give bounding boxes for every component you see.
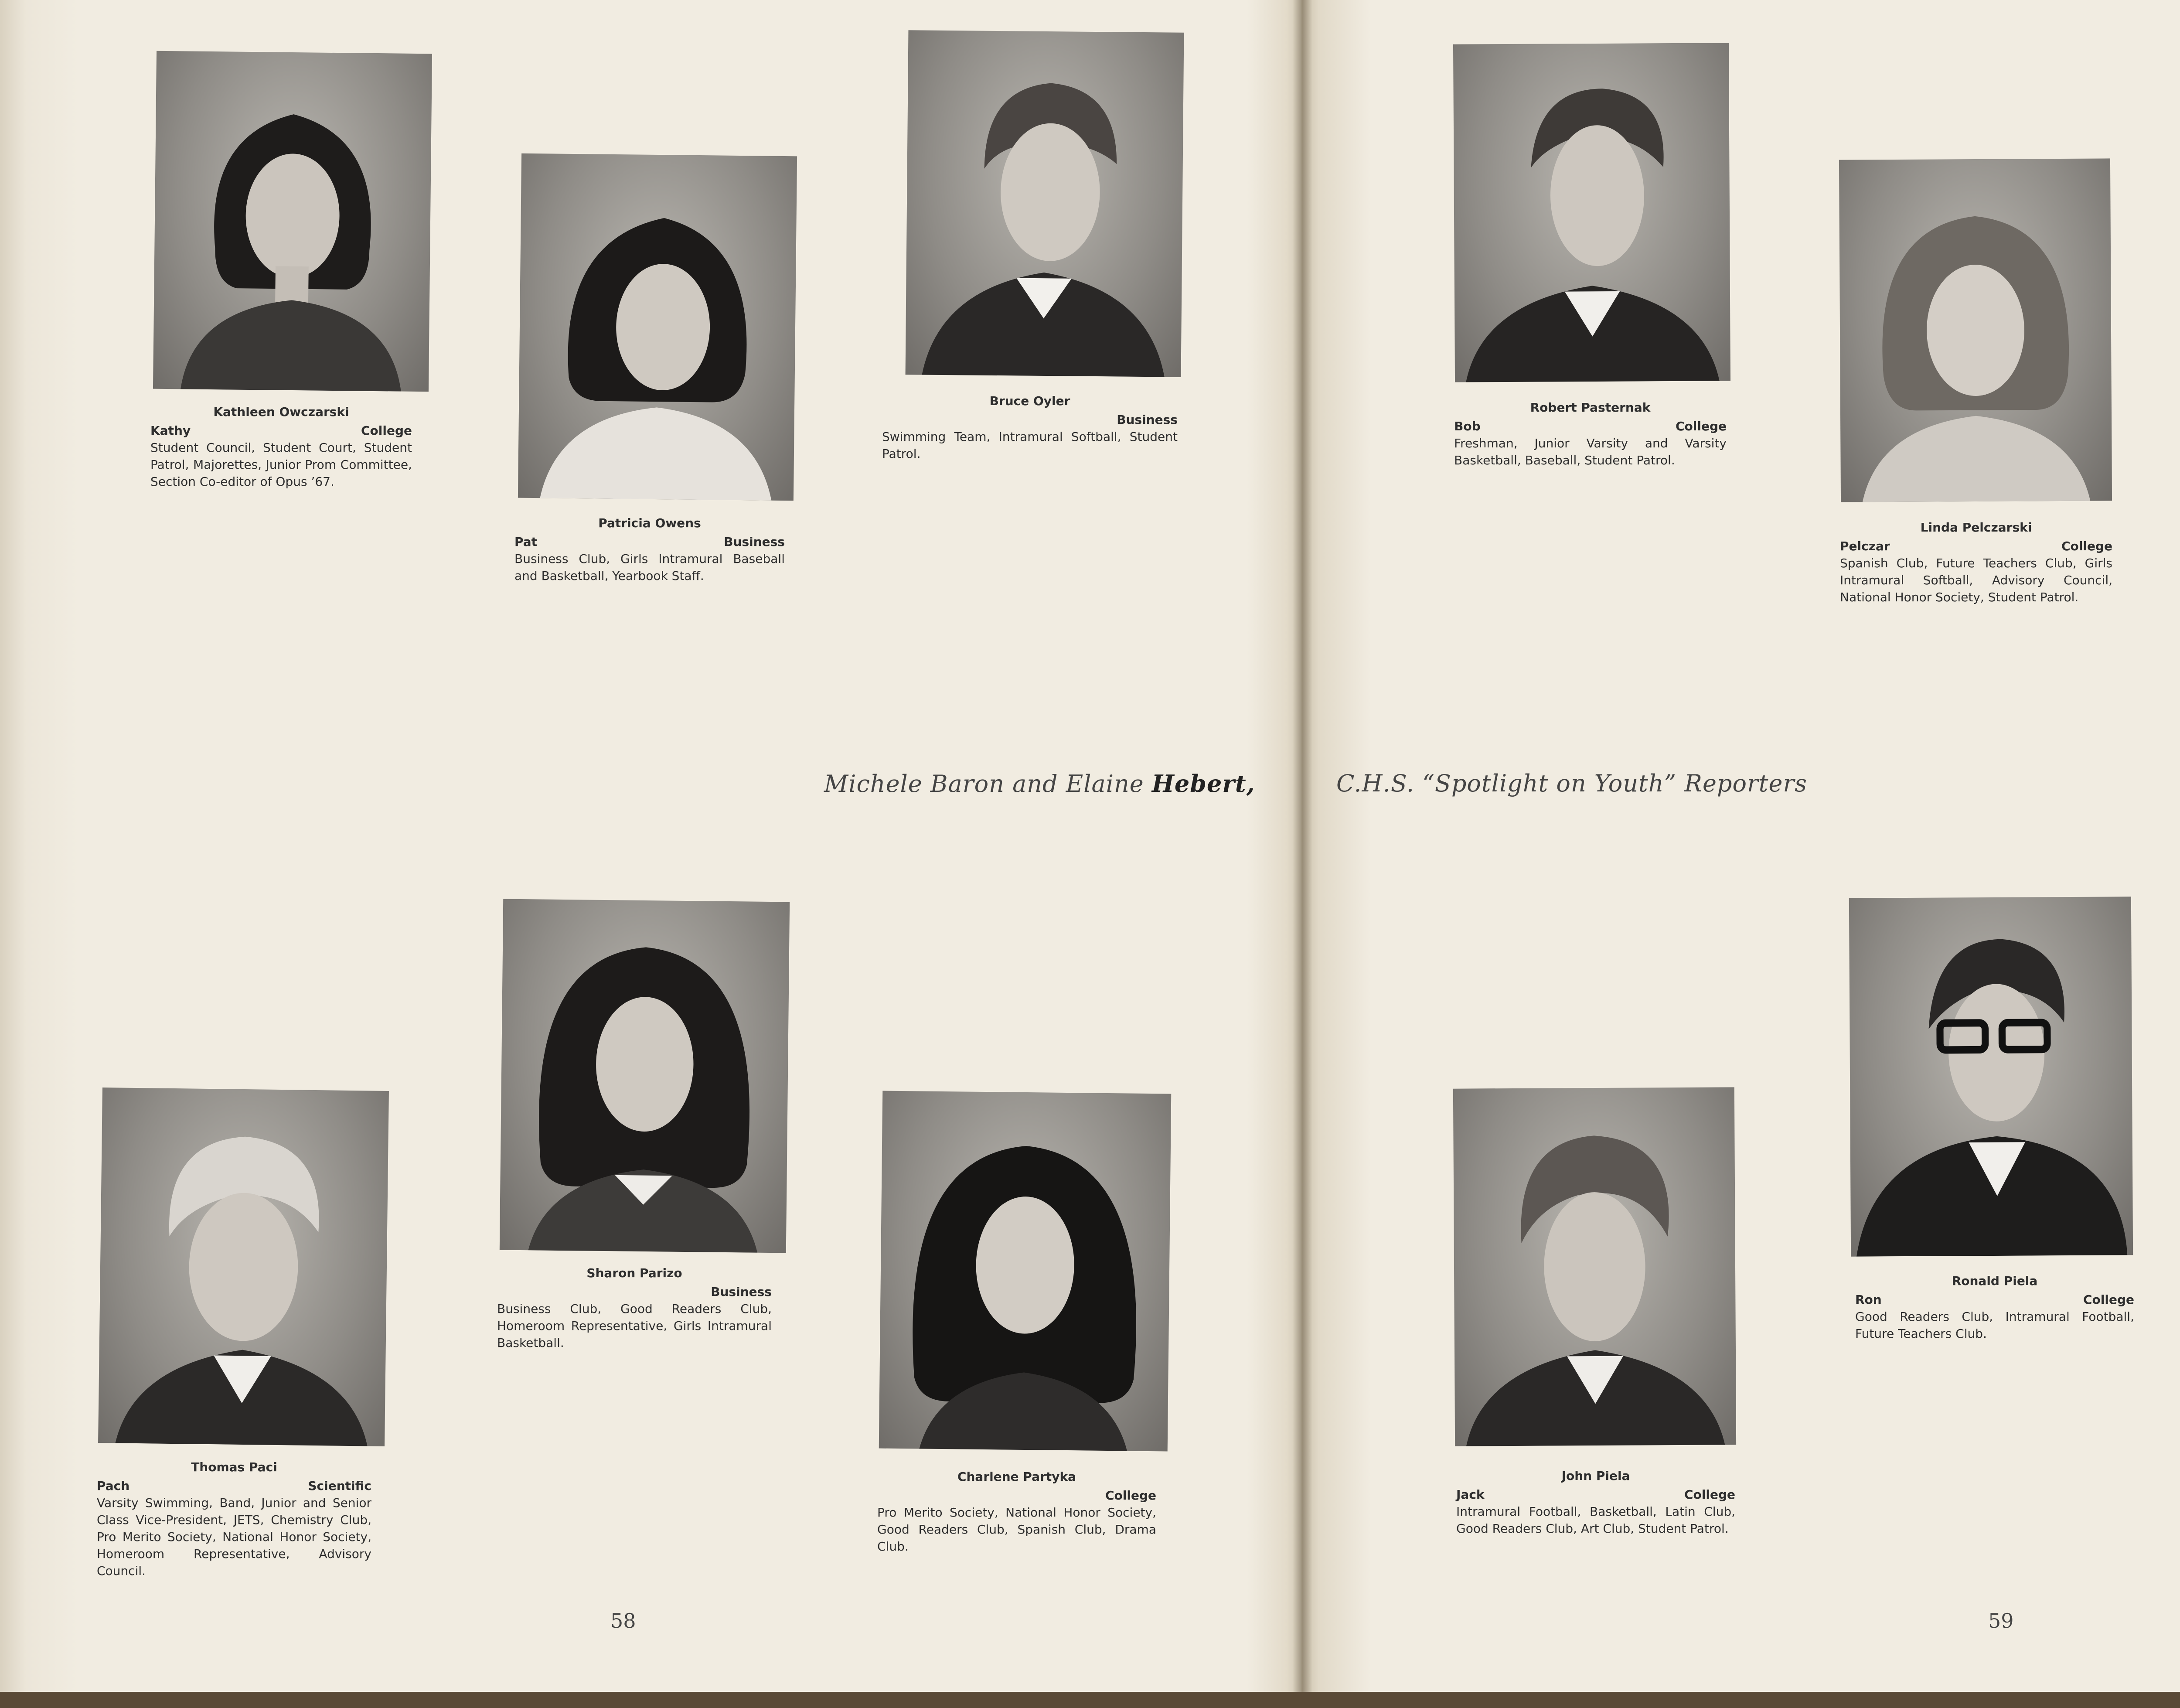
student-activities: Varsity Swimming, Band, Junior and Senior Class Vice-President, JETS, Chemistry Club, Pro Merito Society, National Honor Society, Homeroom Representative, Advisory Council. [97,1496,371,1578]
student-entry [1456,1467,1735,1537]
portrait-photo-kathleen-owczarski [153,51,432,392]
caption-left-prefix: Michele Baron and Elaine [824,770,1152,798]
portrait-photo-charlene-partyka [879,1091,1172,1452]
student-activities: Good Readers Club, Intramural Football, Future Teachers Club. [1855,1309,2134,1341]
student-activities: Business Club, Good Readers Club, Homeroom Representative, Girls Intramural Basketball. [497,1302,772,1350]
student-nickname: Ron [1855,1292,1882,1307]
student-entry [877,1468,1156,1555]
student-name: Thomas Paci [191,1460,277,1474]
page-number-right: 59 [1988,1609,2014,1633]
student-entry [882,392,1178,462]
caption-left-bold: Hebert, [1151,770,1255,798]
portrait-photo-ronald-piela [1849,897,2133,1256]
student-nickname: Pat [514,535,538,549]
caption-left [824,770,1255,798]
portrait-photo-sharon-parizo [500,899,790,1253]
portrait-photo-thomas-paci [98,1088,389,1446]
student-name: Sharon Parizo [586,1266,682,1280]
student-activities: Spanish Club, Future Teachers Club, Girls Intramural Softball, Advisory Council, National Honor Society, Student Patrol. [1840,556,2112,604]
student-entry [97,1459,371,1579]
student-activities: Swimming Team, Intramural Softball, Student Patrol. [882,430,1178,461]
student-course: College [1675,419,1727,433]
student-name: Robert Pasternak [1530,400,1651,415]
student-activities: Intramural Football, Basketball, Latin Club, Good Readers Club, Art Club, Student Patrol. [1456,1504,1735,1536]
student-activities: Business Club, Girls Intramural Baseball and Basketball, Yearbook Staff. [514,552,785,583]
student-entry [497,1265,772,1351]
portrait-photo-john-piela [1453,1087,1736,1446]
student-entry [1855,1272,2134,1342]
student-nickname: Bob [1454,419,1481,433]
student-name: Bruce Oyler [989,394,1070,408]
student-nickname: Jack [1456,1487,1485,1502]
student-name: Kathleen Owczarski [213,405,349,419]
book-bottom-edge [0,1692,2180,1708]
portrait-photo-bruce-oyler [906,30,1184,377]
student-nickname: Kathy [150,423,191,438]
portrait-photo-robert-pasternak [1453,43,1730,382]
student-activities: Freshman, Junior Varsity and Varsity Basketball, Baseball, Student Patrol. [1454,436,1727,467]
student-entry [1840,519,2112,606]
student-entry [514,515,785,584]
student-name: Linda Pelczarski [1920,520,2032,535]
student-course: Business [711,1285,772,1299]
student-entry [150,403,412,490]
student-course: College [2083,1292,2134,1307]
student-course: Business [1117,413,1178,427]
student-course: Business [724,535,785,549]
student-name: Charlene Partyka [957,1469,1076,1484]
student-activities: Student Council, Student Court, Student Patrol, Majorettes, Junior Prom Committee, Section Co-editor of Opus ’67. [150,440,412,489]
student-course: College [1684,1487,1735,1502]
page-number-left: 58 [610,1609,636,1633]
student-entry [1454,399,1727,469]
caption-right: C.H.S. “Spotlight on Youth” Reporters [1336,770,1807,797]
student-activities: Pro Merito Society, National Honor Society, Good Readers Club, Spanish Club, Drama Club. [877,1505,1156,1554]
student-course: College [361,423,412,438]
student-name: Ronald Piela [1952,1274,2038,1288]
student-nickname: Pelczar [1840,539,1890,553]
student-name: John Piela [1561,1469,1630,1483]
student-nickname: Pach [97,1479,130,1493]
student-course: Scientific [308,1479,371,1493]
student-course: College [1105,1488,1156,1503]
portrait-photo-linda-pelczarski [1839,158,2112,502]
portrait-photo-patricia-owens [518,153,797,501]
student-course: College [2061,539,2112,553]
book-gutter [1293,0,1312,1708]
student-name: Patricia Owens [598,516,701,530]
